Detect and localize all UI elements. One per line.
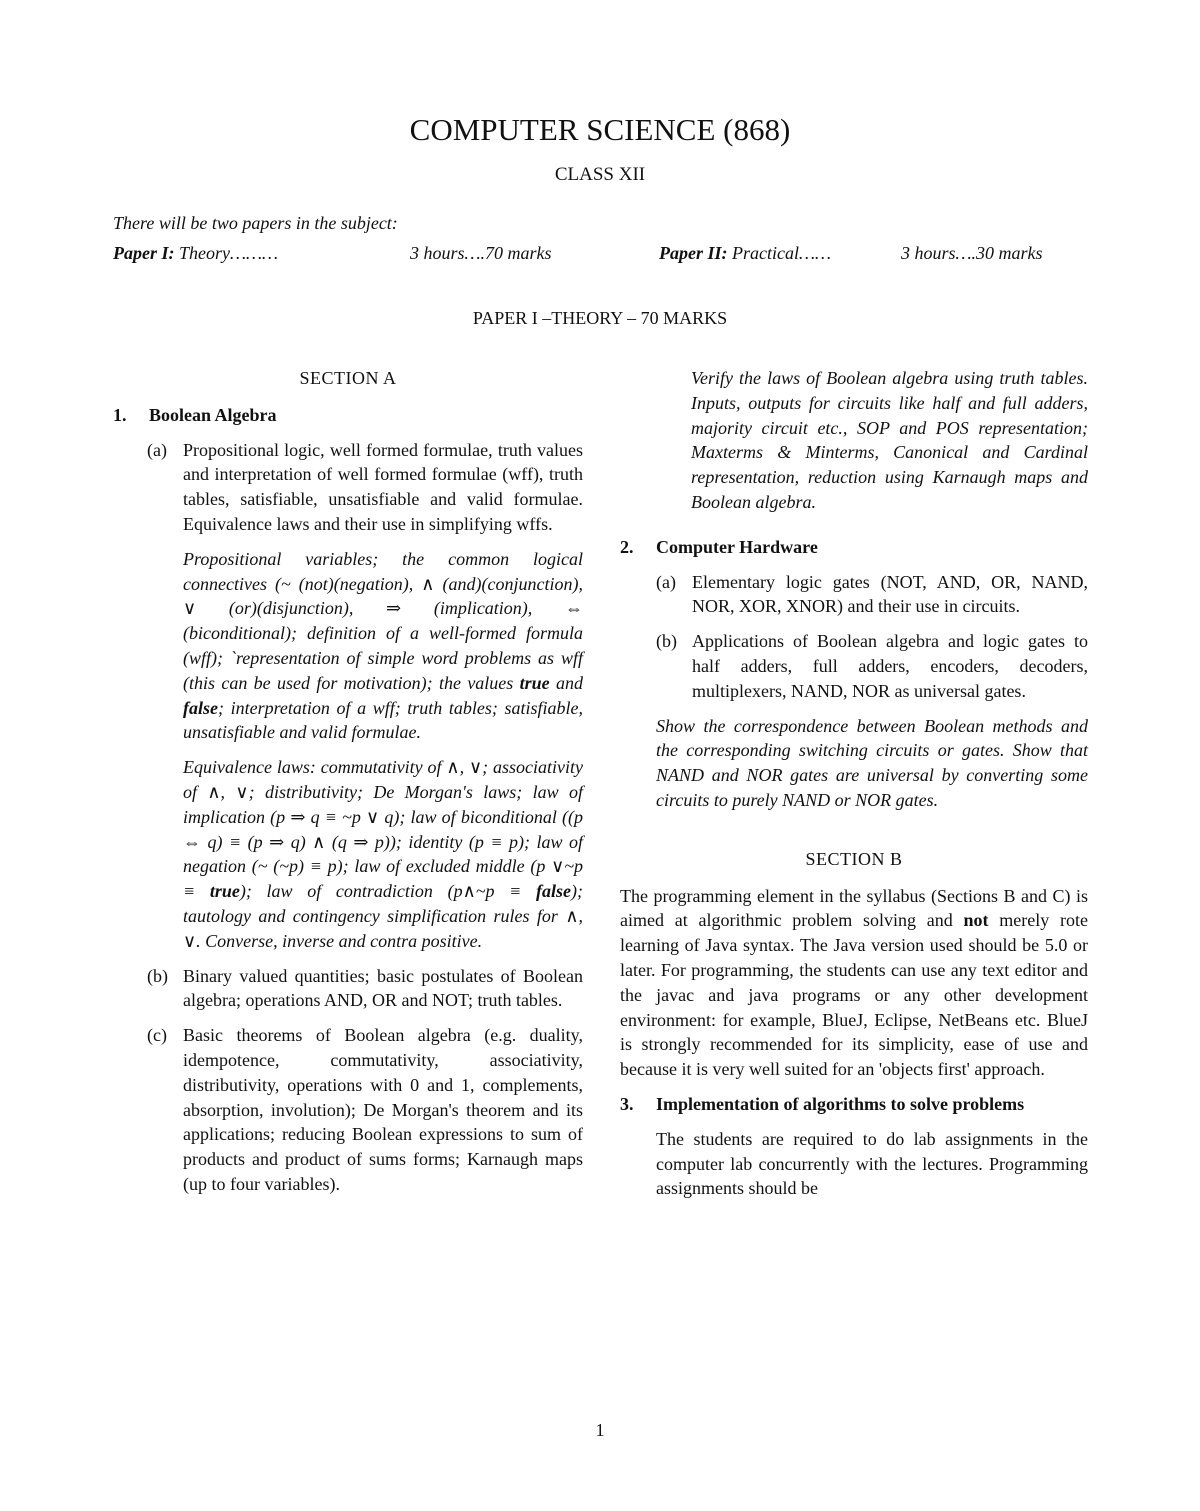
topic-1-number: 1. [113, 404, 127, 425]
detail-text: and [549, 672, 584, 693]
item-text: Basic theorems of Boolean algebra (e.g. duality, idempotence, commutativity, associativity, distributivity, operations with 0 and 1, complements, absorption, involution); De Morgan's theorem and its applications; reducing Boolean expressions to sum of products and product of sums forms; Karnaugh maps (up to four variables). [183, 1025, 583, 1194]
topic-1-c-detail: Verify the laws of Boolean algebra using truth tables. Inputs, outputs for circuits like half and full adders, majority circuit etc., SOP and POS representation; Maxterms & Minterms, Canonical and Cardinal representation, reduction using Karnaugh maps and Boolean algebra. [691, 368, 1088, 512]
topic-1-item-a [147, 438, 583, 537]
section-b-intro [620, 884, 1088, 1082]
page-number: 1 [595, 1420, 605, 1440]
bold-true: true [209, 881, 240, 902]
topic-3-heading [620, 1092, 1088, 1117]
item-text: Applications of Boolean algebra and logic gates to half adders, full adders, encoders, decoders, multiplexers, NAND, NOR as universal gates. [692, 631, 1088, 701]
intro-text: There will be two papers in the subject: [113, 213, 398, 233]
topic-1-item-c [147, 1023, 583, 1197]
detail-text: Equivalence laws: commutativity of ∧, ∨; associativity of ∧, ∨; distributivity; De Morgan's laws; law of implication (p ⇒ q ≡ ~p ∨ q); law of biconditional ((p ⇔ q) ≡ (p ⇒ q) ∧ (q ⇒ p)); identity (p ≡ p); law of negation (~ (~p) ≡ p); law of excluded middle (p ∨~p ≡ [183, 757, 583, 902]
paper2-line [659, 243, 831, 264]
topic-2-heading [620, 535, 1088, 560]
topic-1-title: Boolean Algebra [149, 404, 277, 425]
section-a-heading: SECTION A [299, 368, 397, 388]
bold-not: not [963, 910, 989, 931]
detail-text: ; interpretation of a wff; truth tables; satisfiable, unsatisfiable and valid formulae. [183, 697, 583, 743]
topic-1-a-detail-2 [183, 755, 583, 953]
detail-text: Propositional variables; the common logical connectives (~ (not)(negation), ∧ (and)(conjunction), ∨ (or)(disjunction), ⇒ (implication), ⇔ (biconditional); definition of a well-formed formula (wff); `representation of simple word problems as wff (this can be used for motivation); the values [183, 548, 583, 693]
left-column [113, 366, 583, 1207]
item-text: Binary valued quantities; basic postulates of Boolean algebra; operations AND, OR and NOT; truth tables. [183, 965, 583, 1011]
item-label: (a) [147, 439, 167, 460]
topic-3-text: The students are required to do lab assignments in the computer lab concurrently with the lectures. Programming assignments should be [656, 1128, 1088, 1199]
paper-heading: PAPER I –THEORY – 70 MARKS [472, 308, 728, 328]
topic-2-detail: Show the correspondence between Boolean methods and the corresponding switching circuits or gates. Show that NAND and NOR gates are universal by converting some circuits to purely NAND or NOR gates. [656, 715, 1088, 810]
item-label: (b) [147, 965, 168, 986]
topic-2-number: 2. [620, 536, 634, 557]
paper1-time: 3 hours….70 marks [410, 243, 552, 263]
item-label: (b) [656, 631, 677, 652]
bold-false: false [183, 697, 218, 718]
paper2-name: Practical…… [727, 243, 831, 263]
item-text: Elementary logic gates (NOT, AND, OR, NAND, NOR, XOR, XNOR) and their use in circuits. [692, 571, 1088, 617]
paper1-name: Theory……… [174, 243, 279, 263]
paper1-line [113, 243, 278, 264]
bold-true: true [519, 672, 550, 693]
topic-2-item-a [656, 570, 1088, 620]
item-text: Propositional logic, well formed formulae, truth values and interpretation of well formed formulae (wff), truth tables, satisfiable, unsatisfiable and valid formulae. Equivalence laws and their use in simplifying wffs. [183, 439, 583, 534]
right-column [620, 366, 1088, 1201]
section-b-heading: SECTION B [805, 848, 903, 869]
topic-1-item-b [147, 964, 583, 1014]
class-label: CLASS XII [554, 164, 646, 185]
detail-text: ); law of contradiction (p∧~p ≡ [239, 881, 536, 902]
paper2-time: 3 hours….30 marks [901, 243, 1043, 263]
topic-1-heading [113, 403, 583, 428]
item-label: (a) [656, 571, 676, 592]
intro-text: merely rote learning of Java syntax. The Java version used should be 5.0 or later. For programming, the students can use any text editor and the javac and java programs or any other development environment: for example, BlueJ, Eclipse, NetBeans etc. BlueJ is strongly recommended for its simplicity, ease of use and because it is very well suited for an 'objects first' approach. [620, 910, 1088, 1080]
paper1-label: Paper I: [113, 243, 175, 263]
paper2-label: Paper II: [659, 243, 728, 263]
topic-3-number: 3. [620, 1093, 634, 1114]
detail-text: ); tautology and contingency simplification rules for ∧, ∨. Converse, inverse and contra positive. [183, 881, 583, 951]
intro-text: The programming element in the syllabus (Sections B and C) is aimed at algorithmic problem solving and [620, 885, 1088, 931]
topic-1-a-detail-1 [183, 547, 583, 745]
topic-2-title: Computer Hardware [656, 536, 818, 557]
bold-false: false [536, 881, 571, 902]
item-label: (c) [147, 1025, 167, 1046]
topic-2-item-b [656, 629, 1088, 703]
topic-3-title: Implementation of algorithms to solve problems [656, 1093, 1025, 1114]
page-title: COMPUTER SCIENCE (868) [409, 112, 791, 147]
